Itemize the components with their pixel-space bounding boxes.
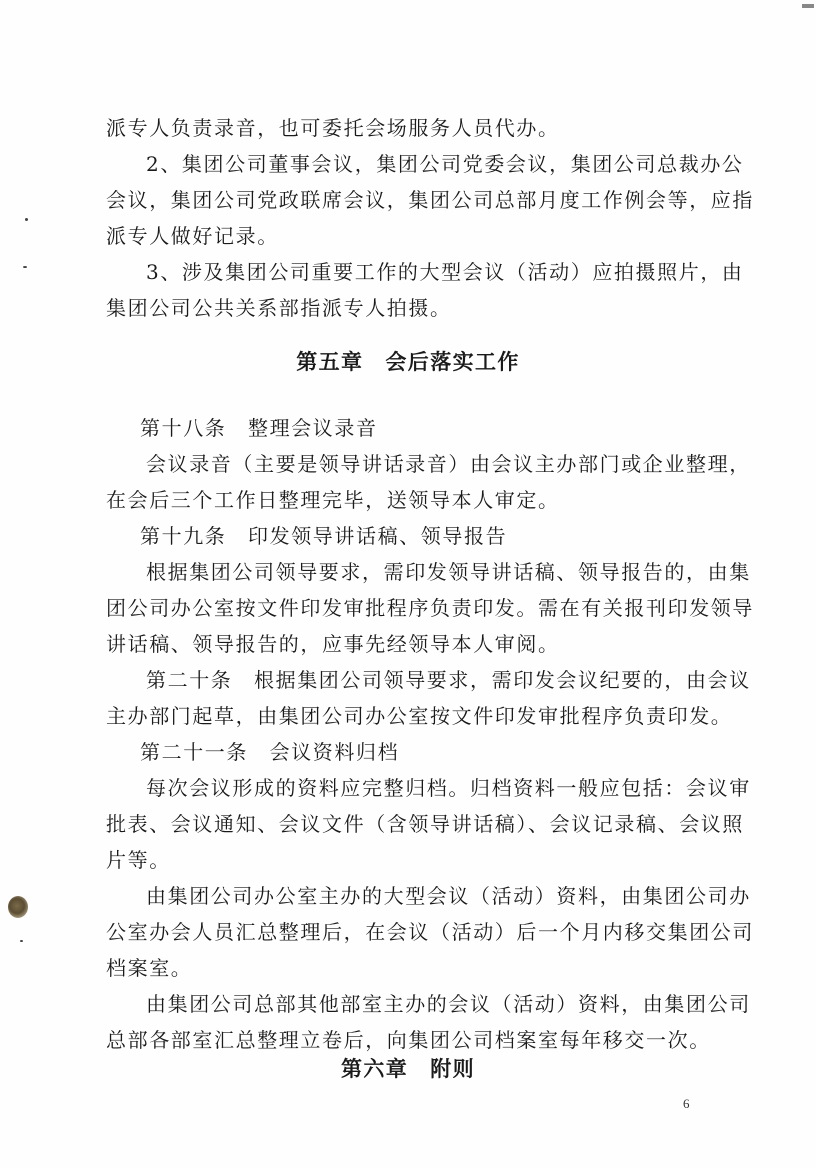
paragraph-line: 批表、会议通知、会议文件（含领导讲话稿）、会议记录稿、会议照 xyxy=(106,812,744,836)
scan-speck xyxy=(25,218,28,221)
paragraph-line: 3、涉及集团公司重要工作的大型会议（活动）应拍摄照片，由 xyxy=(146,260,744,284)
chapter-heading xyxy=(0,346,816,376)
article-heading: 第二十条 根据集团公司领导要求，需印发会议纪要的，由会议 xyxy=(146,668,751,692)
paragraph-line: 主办部门起草，由集团公司办公室按文件印发审批程序负责印发。 xyxy=(106,704,733,728)
paragraph-line: 总部各部室汇总整理立卷后，向集团公司档案室每年移交一次。 xyxy=(106,1028,711,1052)
scan-speck xyxy=(20,940,23,942)
paragraph-line: 由集团公司办公室主办的大型会议（活动）资料，由集团公司办 xyxy=(146,884,751,908)
article-heading: 第十八条 整理会议录音 xyxy=(140,416,378,440)
paragraph-line: 集团公司公共关系部指派专人拍摄。 xyxy=(106,296,452,320)
paragraph-line: 在会后三个工作日整理完毕，送领导本人审定。 xyxy=(106,488,560,512)
scan-edge-mark xyxy=(802,4,814,8)
chapter-number: 第六章 xyxy=(340,1057,409,1081)
paragraph-line: 根据集团公司领导要求，需印发领导讲话稿、领导报告的，由集 xyxy=(146,560,751,584)
paragraph-line: 会议录音（主要是领导讲话录音）由会议主办部门或企业整理， xyxy=(146,452,751,476)
paragraph-line: 公室办会人员汇总整理后，在会议（活动）后一个月内移交集团公司 xyxy=(106,920,754,944)
paragraph-line: 派专人负责录音，也可委托会场服务人员代办。 xyxy=(106,116,560,140)
paragraph-line: 2、集团公司董事会议，集团公司党委会议，集团公司总裁办公 xyxy=(146,152,744,176)
chapter-number: 第五章 xyxy=(296,350,364,374)
paragraph-line: 由集团公司总部其他部室主办的会议（活动）资料，由集团公司 xyxy=(146,992,751,1016)
paragraph-line: 片等。 xyxy=(106,848,171,872)
chapter-body xyxy=(106,410,754,1058)
scan-speck xyxy=(23,266,27,268)
article-heading: 第二十一条 会议资料归档 xyxy=(140,740,400,764)
punch-hole-stain xyxy=(8,896,28,918)
paragraph-line: 会议，集团公司党政联席会议，集团公司总部月度工作例会等，应指 xyxy=(106,188,754,212)
section-continuation xyxy=(106,110,754,326)
paragraph-line: 派专人做好记录。 xyxy=(106,224,279,248)
article-heading: 第十九条 印发领导讲话稿、领导报告 xyxy=(140,524,508,548)
paragraph-line: 团公司办公室按文件印发审批程序负责印发。需在有关报刊印发领导 xyxy=(106,596,754,620)
paragraph-line: 档案室。 xyxy=(106,956,193,980)
paragraph-line: 每次会议形成的资料应完整归档。归档资料一般应包括：会议审 xyxy=(146,776,751,800)
chapter-heading xyxy=(0,1053,816,1083)
chapter-title: 会后落实工作 xyxy=(385,350,520,374)
chapter-title: 附则 xyxy=(430,1057,475,1081)
page-number: 6 xyxy=(683,1096,690,1111)
paragraph-line: 讲话稿、领导报告的，应事先经领导本人审阅。 xyxy=(106,632,560,656)
